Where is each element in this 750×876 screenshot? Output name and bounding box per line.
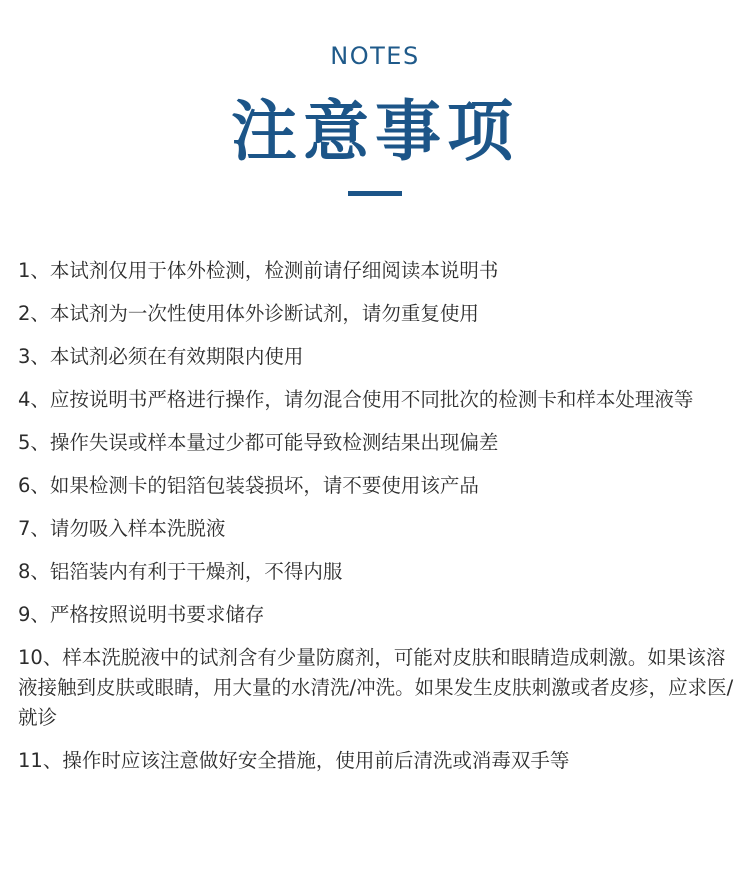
note-item-5: 5、操作失误或样本量过少都可能导致检测结果出现偏差 [18,431,499,454]
note-item-10: 10、样本洗脱液中的试剂含有少量防腐剂，可能对皮肤和眼睛造成刺激。如果该溶液接触到皮肤或眼睛，用大量的水清洗/冲洗。如果发生皮肤刺激或者皮疹，应求医/就诊 [18,646,734,729]
note-item-2: 2、本试剂为一次性使用体外诊断试剂，请勿重复使用 [18,302,479,325]
note-item-1: 1、本试剂仅用于体外检测，检测前请仔细阅读本说明书 [18,259,499,282]
section-subtitle: NOTES [330,42,420,70]
note-item-8: 8、铝箔装内有利于干燥剂，不得内服 [18,560,343,583]
note-item-6: 6、如果检测卡的铝箔包装袋损坏，请不要使用该产品 [18,474,479,497]
note-item-11: 11、操作时应该注意做好安全措施，使用前后清洗或消毒双手等 [18,749,570,772]
note-item-9: 9、严格按照说明书要求储存 [18,603,265,626]
notes-list [18,256,738,789]
note-item-7: 7、请勿吸入样本洗脱液 [18,517,226,540]
note-item-3: 3、本试剂必须在有效期限内使用 [18,345,304,368]
title-divider [348,191,402,196]
note-item-4: 4、应按说明书严格进行操作，请勿混合使用不同批次的检测卡和样本处理液等 [18,388,694,411]
page-title: 注意事项 [231,93,519,170]
